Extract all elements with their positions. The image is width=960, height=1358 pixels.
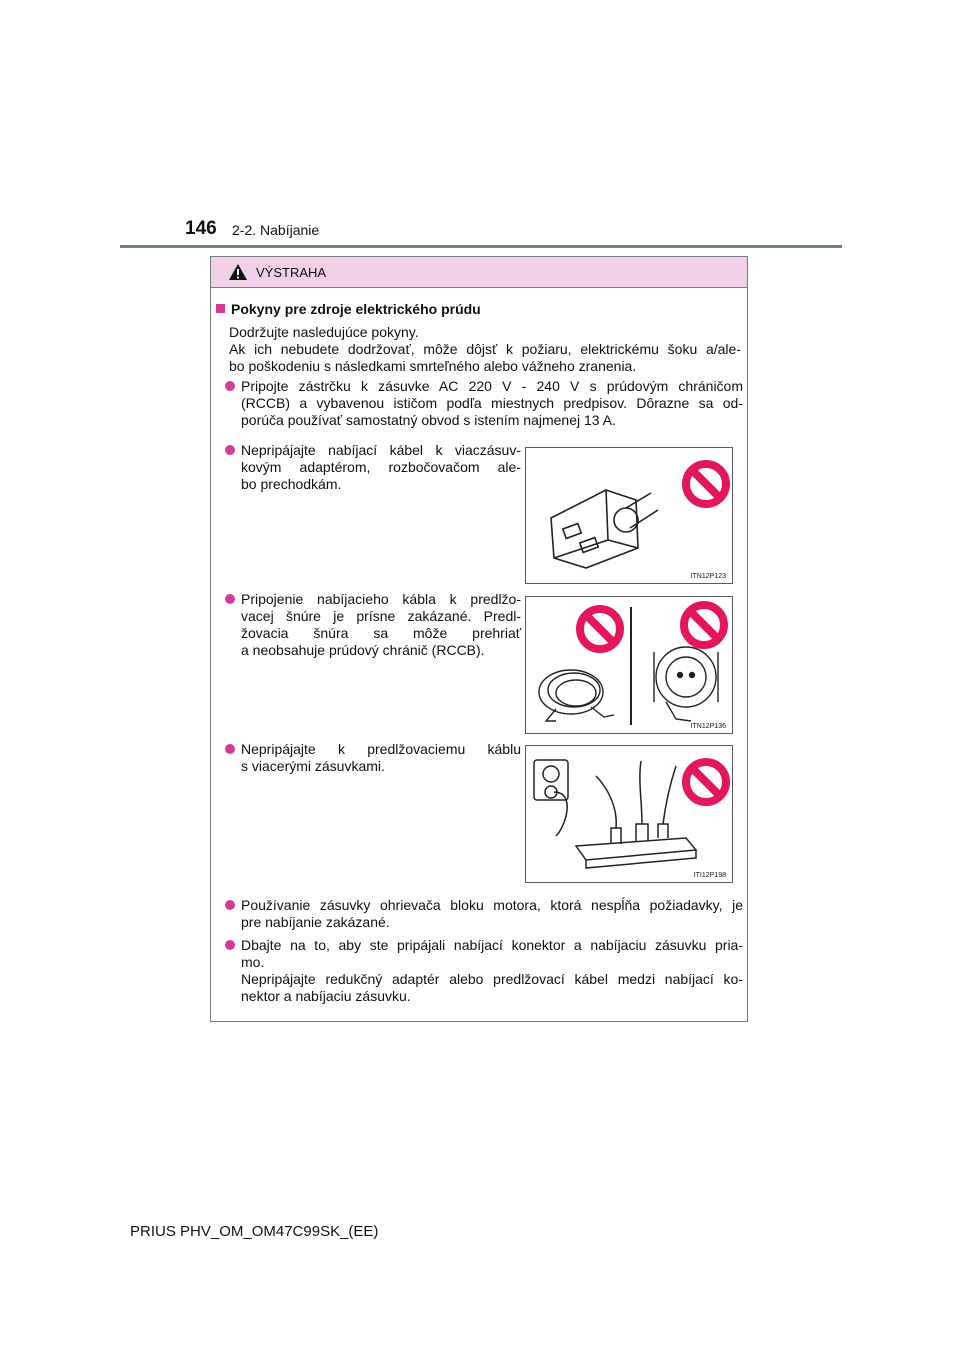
bullet-dot-icon [225,381,235,391]
bullet-item: Nepripájajte k predlžovaciemu káblu s viacerými zásuvkami. [225,741,521,775]
bullet-dot-icon [225,594,235,604]
extension-cord-illustration [526,597,732,733]
figure-code: ITN12P123 [690,573,726,580]
bullet-item: Dbajte na to, aby ste pripájali nabíjací konektor a nabíjaciu zásuvku pria- mo. Nepripájajte redukčný adaptér alebo predlžovací kábel medzi nabíjací ko- nektor a nabíjaciu zásuvku. [225,937,743,1005]
page-number: 146 [185,218,217,239]
warning-header [211,257,747,288]
bullet-item: Používanie zásuvky ohrievača bloku motora, ktorá nespĺňa požiadavky, je pre nabíjanie zakázané. [225,897,743,931]
bullet-dot-icon [225,445,235,455]
bullet-dot-icon [225,940,235,950]
bullet-item: Pripojte zástrčku k zásuvke AC 220 V - 240 V s prúdovým chráničom (RCCB) a vybavenou ističom podľa miestnych predpisov. Dôrazne sa od- porúča používať samostatný obvod s istením najmenej 13 A. [225,378,743,429]
figure-code: ITN12P136 [690,723,726,730]
section-title: 2-2. Nabíjanie [232,222,320,238]
intro-text: Dodržujte nasledujúce pokyny. Ak ich nebudete dodržovať, môže dôjsť k požiaru, elektrickému šoku a/ale- bo poškodeniu s následkami smrteľného alebo vážneho zranenia. [229,324,741,374]
warning-title: VÝSTRAHA [256,265,327,280]
warning-box [210,256,748,1022]
bullet-dot-icon [225,900,235,910]
figure-extension-cord [525,596,733,734]
power-strip-illustration [526,746,732,882]
warning-triangle-icon [228,263,248,281]
square-bullet-icon [216,304,225,313]
header-rule [120,245,842,248]
figure-power-strip [525,745,733,883]
figure-adapter [525,447,733,584]
bullet-item: Pripojenie nabíjacieho kábla k predlžo- vacej šnúre je prísne zakázané. Predl- žovacia šnúra sa môže prehriať a neobsahuje prúdový chránič (RCCB). [225,591,521,659]
multi-adapter-illustration [526,448,732,583]
bullet-item: Nepripájajte nabíjací kábel k viaczásuv- kovým adaptérom, rozbočovačom ale- bo prechodkám. [225,442,521,493]
bullet-dot-icon [225,744,235,754]
figure-code: ITI12P198 [693,872,726,879]
document-code: PRIUS PHV_OM_OM47C99SK_(EE) [130,1223,379,1240]
warning-heading: Pokyny pre zdroje elektrického prúdu [216,301,481,317]
